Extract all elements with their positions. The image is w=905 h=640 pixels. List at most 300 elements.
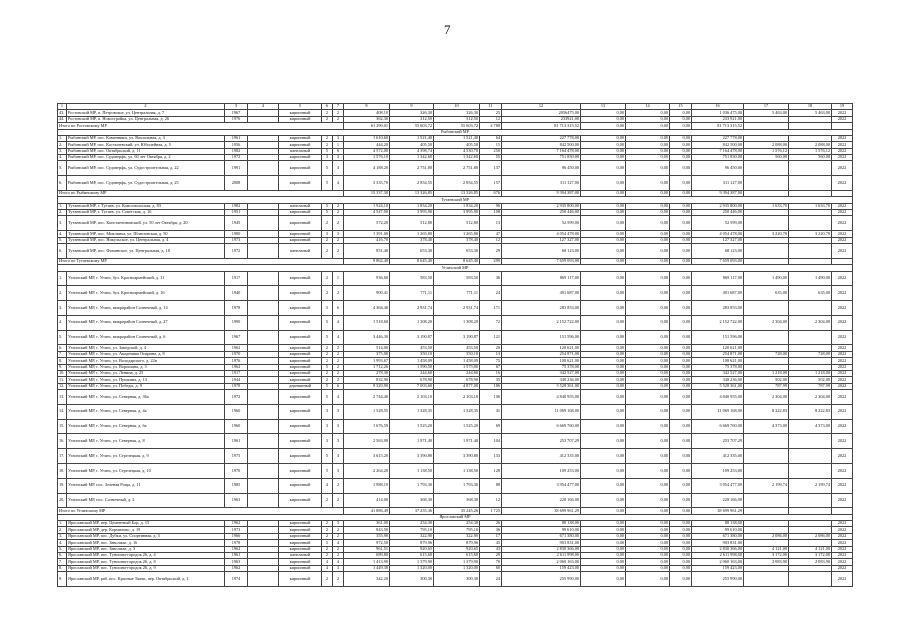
table-cell: 0,00 (581, 404, 626, 419)
table-cell: 653,30 (390, 243, 434, 258)
table-cell: 8. (58, 565, 67, 571)
table-cell: 671 380,00 (502, 533, 581, 539)
table-cell: 4 572,00 (344, 148, 390, 154)
table-cell: 1962 (225, 364, 248, 370)
table-cell: 2022 (832, 546, 853, 552)
total-label: Итого по Ростовскому МР (58, 123, 344, 129)
table-cell: 4 877,00 (434, 383, 480, 389)
table-cell: 560,00 (744, 155, 789, 161)
table-cell: 1960 (225, 404, 248, 419)
table-cell: 444,20 (344, 142, 390, 148)
table-cell: 1 971,40 (390, 434, 434, 449)
table-cell: 2. (58, 527, 67, 533)
table-cell: 0,00 (626, 345, 670, 351)
table-cell: 1 320,00 (434, 565, 480, 571)
table-cell: 0,00 (626, 243, 670, 258)
table-cell: 104 (480, 434, 502, 449)
table-cell: 0,00 (670, 463, 692, 478)
table-cell: 1973 (225, 527, 248, 533)
table-cell: 2 086,00 (744, 533, 789, 539)
table-row (58, 216, 853, 231)
table-row (58, 404, 853, 419)
table-cell: 2 (333, 358, 344, 364)
table-cell: 47 (480, 231, 502, 237)
table-cell: кирпичный (279, 521, 322, 527)
table-cell: 2 (333, 351, 344, 357)
table-cell: 2 (333, 527, 344, 533)
table-cell: 2 (322, 237, 333, 243)
table-cell: 3 954 477,00 (692, 478, 744, 493)
table-cell: 60 (480, 565, 502, 571)
table-row (58, 419, 853, 434)
table-cell: 15 (480, 142, 502, 148)
address-cell: Угличский МР, г. Углич, ул. Ленина, д. 25 (67, 370, 225, 376)
total-cell: 81 713 315,52 (502, 123, 581, 129)
table-cell: 13 (480, 351, 502, 357)
table-cell: 2 (333, 110, 344, 116)
table-cell: 2 854,55 (434, 176, 480, 191)
table-cell: 3 (333, 404, 344, 419)
table-cell: 405,50 (390, 142, 434, 148)
table-cell: 0,00 (581, 110, 626, 116)
table-cell: 2 (333, 210, 344, 216)
address-cell: Угличский МР, г. Углич, ул. Заводской, д. 4 (67, 345, 225, 351)
table-cell: 1974 (225, 572, 248, 587)
table-cell: 1 834,20 (434, 203, 480, 209)
table-cell: 1970 (225, 463, 248, 478)
table-cell: 2 152 722,00 (692, 315, 744, 330)
table-cell: 2 854,55 (390, 176, 434, 191)
table-cell: 0,00 (670, 533, 692, 539)
table-cell: 5 (322, 383, 333, 389)
table-cell: 253 707,29 (502, 434, 581, 449)
table-cell: 0,00 (581, 463, 626, 478)
table-cell: 233921,00 (502, 116, 581, 122)
table-cell: 1980 (225, 231, 248, 237)
table-cell: 3 190,87 (390, 330, 434, 345)
table-cell: 1985 (225, 478, 248, 493)
table-cell: 0,00 (581, 142, 626, 148)
table-cell: 0,00 (670, 161, 692, 176)
table-cell: 2022 (832, 404, 853, 419)
table-cell: 2022 (832, 377, 853, 383)
table-cell: 1961 (225, 434, 248, 449)
table-cell: 0,00 (670, 527, 692, 533)
table-cell: 1 988,10 (344, 478, 390, 493)
table-cell: 8. (58, 358, 67, 364)
table-cell (248, 216, 279, 231)
table-cell: 2022 (832, 116, 853, 122)
table-cell: 11 069 168,00 (692, 404, 744, 419)
table-cell: 0,00 (581, 161, 626, 176)
table-cell: 17. (58, 449, 67, 464)
table-cell: 0,00 (626, 383, 670, 389)
table-cell: 0,00 (670, 521, 692, 527)
table-cell: 2 563,90 (344, 434, 390, 449)
table-cell: 340 236,00 (502, 377, 581, 383)
table-cell: 2022 (832, 243, 853, 258)
table-cell: 1990 (225, 315, 248, 330)
table-cell: 0,00 (581, 527, 626, 533)
table-cell: 2022 (832, 449, 853, 464)
table-cell: 0,00 (581, 351, 626, 357)
table-cell: 3 (322, 231, 333, 237)
table-cell: 615,60 (390, 552, 434, 558)
table-cell: 1963 (225, 559, 248, 565)
table-cell: 414,00 (344, 493, 390, 508)
table-cell: 1951 (225, 210, 248, 216)
table-cell: 2 935 800,00 (502, 203, 581, 209)
table-cell: 2 083,90 (789, 559, 832, 565)
table-cell: 6 669 760,00 (692, 419, 744, 434)
table-cell: 7. (58, 559, 67, 565)
table-cell (248, 286, 279, 301)
table-cell: 1982 (225, 203, 248, 209)
table-cell: 2022 (832, 358, 853, 364)
total-cell: 55 603,72 (434, 123, 480, 129)
table-cell: 0,00 (626, 315, 670, 330)
address-cell: Угличский МР, г. Углич, ул. Володарского, д. 22в (67, 358, 225, 364)
table-cell: 1 265,80 (434, 231, 480, 237)
table-cell: 0,00 (626, 565, 670, 571)
table-cell: 1962 (225, 546, 248, 552)
table-cell: 3 995,90 (434, 210, 480, 216)
table-cell: 0,00 (581, 358, 626, 364)
table-cell: 0,00 (581, 271, 626, 286)
table-cell: 560,00 (789, 155, 832, 161)
table-cell: 2 611 998,00 (692, 552, 744, 558)
table-cell: 0,00 (626, 546, 670, 552)
table-cell: 0,00 (670, 493, 692, 508)
table-cell: 2022 (832, 351, 853, 357)
table-cell: 312,50 (390, 116, 434, 122)
table-cell: 5 (322, 315, 333, 330)
table-cell: 1 993,67 (344, 358, 390, 364)
table-cell: 0,00 (581, 383, 626, 389)
table-cell: 0,00 (670, 203, 692, 209)
header-cell: 13 (581, 104, 626, 110)
table-cell: 1 218,00 (744, 370, 789, 376)
table-cell: 52 599,00 (502, 216, 581, 231)
address-cell: Угличский МР, г. Углич, бул. Красноармейский, д. 11 (67, 271, 225, 286)
address-cell: Угличский МР, г. Углич, микрорайон Солнечный, д. 6 (67, 330, 225, 345)
table-cell: 4 (333, 161, 344, 176)
total-cell: 676 (480, 190, 502, 196)
table-cell: 20. (58, 493, 67, 508)
table-cell: 375,90 (344, 351, 390, 357)
total-cell: 0,00 (581, 190, 626, 196)
table-cell: кирпичный (279, 478, 322, 493)
table-cell: кирпичный (279, 364, 322, 370)
table-cell (248, 161, 279, 176)
table-cell: 0,00 (626, 351, 670, 357)
table-cell: 4 (333, 540, 344, 546)
table-cell (248, 315, 279, 330)
header-cell: 7 (333, 104, 344, 110)
table-cell: 879,96 (434, 540, 480, 546)
table-cell: 2 264,20 (344, 463, 390, 478)
table-cell: 250 446,00 (502, 210, 581, 216)
table-cell: 2022 (832, 203, 853, 209)
header-cell: 9 (390, 104, 434, 110)
table-cell: 0,00 (581, 546, 626, 552)
table-cell: 3. (58, 533, 67, 539)
table-cell: 0,00 (626, 559, 670, 565)
table-cell: 254 871,00 (692, 351, 744, 357)
table-row (58, 315, 853, 330)
address-cell: Угличский МР, г. Углич, ул. Пушкина, д. 13 (67, 377, 225, 383)
table-cell: 0,00 (626, 533, 670, 539)
address-cell: Угличский МР, г. Углич, ул. Северная, д. 4а (67, 404, 225, 419)
total-cell: 35 245,26 (434, 508, 480, 514)
table-cell: 7 164 478,00 (692, 148, 744, 154)
table-cell: 0,00 (581, 315, 626, 330)
table-cell: кирпичный (279, 110, 322, 116)
section-title: Тутаевский МР (58, 197, 853, 203)
table-cell: 1 676,59 (344, 419, 390, 434)
table-cell: 0,00 (670, 301, 692, 316)
table-cell: 1 576,10 (344, 155, 390, 161)
table-cell (789, 330, 832, 345)
section-title: Рыбинский МР (58, 129, 853, 135)
table-cell: кирпичный (279, 493, 322, 508)
table-cell: 2022 (832, 527, 853, 533)
table-cell: 843,50 (344, 527, 390, 533)
table-cell: 1978 (225, 383, 248, 389)
table-cell (789, 301, 832, 316)
address-cell: Рыбинский МР, пос. Костычевский, ул. Юбилейная, д. 5 (67, 142, 225, 148)
table-cell: 0,00 (581, 231, 626, 237)
table-cell: 4 530,70 (434, 148, 480, 154)
table-cell: 0,00 (670, 216, 692, 231)
table-cell: 5 (322, 364, 333, 370)
table-cell: 0,00 (581, 148, 626, 154)
table-cell: 1 379,90 (390, 559, 434, 565)
table-cell: 29 (480, 552, 502, 558)
table-cell: 1 458,09 (390, 358, 434, 364)
table-cell (789, 216, 832, 231)
table-cell: 3 390,80 (390, 449, 434, 464)
address-cell: Рыбинский МР, пос. Судоверфь, ул. Судостроительная, д. 25 (67, 176, 225, 191)
table-cell (744, 301, 789, 316)
table-cell: 2022 (832, 148, 853, 154)
table-cell: 6 669 760,00 (502, 419, 581, 434)
address-cell: Ярославский МР, пос. Туношна-городок 26, д. 8 (67, 559, 225, 565)
table-cell: 3 (333, 419, 344, 434)
table-cell: 64 (480, 135, 502, 141)
table-cell: 0,00 (626, 301, 670, 316)
table-cell (789, 463, 832, 478)
table-cell: 1944 (225, 377, 248, 383)
table-cell: 787,99 (744, 383, 789, 389)
address-cell: Тутаевский МР, пос. Никульское, ул. Центральная, д. 4 (67, 237, 225, 243)
table-cell: 2 830 366,00 (692, 546, 744, 552)
table-cell: 3 615,20 (344, 449, 390, 464)
table-cell: 2 060 163,00 (692, 559, 744, 565)
table-cell: 2 931,74 (434, 301, 480, 316)
table-cell: 4 (322, 559, 333, 565)
table-row (58, 390, 853, 405)
table-cell: 12. (58, 383, 67, 389)
total-cell: 0,00 (581, 258, 626, 264)
table-cell: 342 527,00 (692, 370, 744, 376)
table-cell: 2 304,00 (744, 315, 789, 330)
total-cell: 8 645,40 (434, 258, 480, 264)
table-cell: 29 (480, 243, 502, 258)
table-cell: 2 088,00 (789, 142, 832, 148)
address-cell: Ярославский МР, раб. пос. Красные Ткачи, пер. Октябрьский, д. 1 (67, 572, 225, 587)
header-cell: 19 (832, 104, 853, 110)
table-cell: 2 (333, 377, 344, 383)
table-cell: 900,41 (344, 286, 390, 301)
table-cell: 2022 (832, 572, 853, 587)
header-cell: 5 (279, 104, 322, 110)
table-cell: 342 527,00 (502, 370, 581, 376)
table-cell: 6 (333, 383, 344, 389)
header-cell: 12 (502, 104, 581, 110)
table-cell: 70 (480, 559, 502, 565)
table-cell: кирпичный (279, 315, 322, 330)
table-cell: 1 590,50 (390, 364, 434, 370)
table-cell: 108 621,00 (502, 358, 581, 364)
table-cell: 378,40 (390, 237, 434, 243)
table-cell: 2 (333, 552, 344, 558)
table-cell: 1967 (225, 110, 248, 116)
table-cell: 2 (322, 142, 333, 148)
address-cell: Ярославский МР, дер. Кормилово, д. 19 (67, 527, 225, 533)
table-cell: 8 222,83 (744, 404, 789, 419)
table-cell: 1982 (225, 148, 248, 154)
table-cell: 2022 (832, 330, 853, 345)
table-cell: 0,00 (670, 243, 692, 258)
table-cell: 4 (322, 478, 333, 493)
table-cell: 795,10 (434, 527, 480, 533)
total-cell: 61 290,01 (344, 123, 390, 129)
table-cell: 6 (333, 148, 344, 154)
table-container (57, 103, 852, 587)
table-cell: 512,80 (434, 216, 480, 231)
total-cell: 7 659 093,00 (502, 258, 581, 264)
table-cell: 14. (58, 404, 67, 419)
table-cell: 159 423,00 (692, 565, 744, 571)
table-cell: 920,65 (434, 546, 480, 552)
table-cell: 903 831,00 (692, 540, 744, 546)
table-cell (248, 176, 279, 191)
table-cell: 4 (333, 390, 344, 405)
table-cell: 362,30 (344, 116, 390, 122)
table-cell: 1966 (225, 533, 248, 539)
table-cell: 75 378,00 (692, 364, 744, 370)
table-cell: 453,50 (434, 345, 480, 351)
table-cell: 244,60 (390, 370, 434, 376)
table-cell (248, 390, 279, 405)
total-cell: 55 603,72 (390, 123, 434, 129)
table-cell: 0,00 (581, 419, 626, 434)
table-cell: 1967 (225, 330, 248, 345)
table-cell: 2 931,74 (390, 301, 434, 316)
header-cell: 16 (692, 104, 744, 110)
table-cell: 1 490,00 (744, 271, 789, 286)
table-row (58, 161, 853, 176)
table-cell: 6 (333, 301, 344, 316)
table-cell: 0,00 (670, 370, 692, 376)
table-cell: 2 (333, 546, 344, 552)
table-cell: 5 (322, 463, 333, 478)
table-cell: 108 (480, 210, 502, 216)
table-cell: кирпичный (279, 565, 322, 571)
table-cell: 250 446,00 (692, 210, 744, 216)
table-cell: 1 218,00 (789, 370, 832, 376)
table-cell: 6. (58, 552, 67, 558)
address-cell: Рыбинский МР, пос. Каменники, ул. Вокзальная, д. 3 (67, 135, 225, 141)
table-cell: 1961 (225, 135, 248, 141)
address-cell: Тутаевский МР, пос. Микляиха, ул. Шлюзовская, д. 50 (67, 231, 225, 237)
table-cell: 1 320,00 (390, 565, 434, 571)
table-cell: 2022 (832, 155, 853, 161)
table-cell: 1962 (225, 521, 248, 527)
table-cell: 2022 (832, 210, 853, 216)
total-label: Итого по Рыбинскому МР (58, 190, 344, 196)
table-cell: 771,11 (434, 286, 480, 301)
table-cell: 5 (322, 390, 333, 405)
table-cell (248, 478, 279, 493)
table-cell: 1917 (225, 271, 248, 286)
table-cell: 0,00 (626, 572, 670, 587)
table-cell: 3 (333, 463, 344, 478)
table-cell: 5 528 361,00 (692, 383, 744, 389)
table-cell: 171 (480, 301, 502, 316)
table-cell: 1956 (225, 142, 248, 148)
total-cell: 0,00 (581, 508, 626, 514)
table-cell: кирпичный (279, 161, 322, 176)
table-cell: 3 (333, 155, 344, 161)
table-cell: 6. (58, 345, 67, 351)
table-cell: 4 373,00 (789, 419, 832, 434)
table-cell: 0,00 (670, 546, 692, 552)
table-cell: 635,00 (744, 286, 789, 301)
table-row (58, 463, 853, 478)
table-cell: 2022 (832, 419, 853, 434)
table-cell: 7 164 478,00 (502, 148, 581, 154)
table-cell: 851,40 (344, 243, 390, 258)
table-cell: 55 (480, 155, 502, 161)
table-cell: 2022 (832, 552, 853, 558)
table-cell: кирпичный (279, 231, 322, 237)
table-cell: 1972 (225, 390, 248, 405)
table-cell: 88 138,00 (692, 521, 744, 527)
table-cell: 326,30 (434, 110, 480, 116)
table-cell: 244,60 (434, 370, 480, 376)
table-cell: 20 (480, 345, 502, 351)
table-cell: 368,30 (390, 493, 434, 508)
address-cell: Ярославский МР, пос. Дубки, ул. Спортивная, д. 3 (67, 533, 225, 539)
table-cell: 19. (58, 478, 67, 493)
table-cell: 0,00 (626, 521, 670, 527)
table-cell: 502,00 (744, 377, 789, 383)
table-cell: 9. (58, 572, 67, 587)
table-cell: 254,30 (390, 521, 434, 527)
table-cell: 1978 (225, 540, 248, 546)
table-cell: 5 (322, 210, 333, 216)
table-cell: 5 (322, 203, 333, 209)
table-cell: 75 (480, 358, 502, 364)
table-cell: 2022 (832, 176, 853, 191)
table-cell (789, 434, 832, 449)
table-cell: 5. (58, 237, 67, 243)
table-cell (248, 449, 279, 464)
table-cell (789, 176, 832, 191)
table-cell: 0,00 (626, 135, 670, 141)
